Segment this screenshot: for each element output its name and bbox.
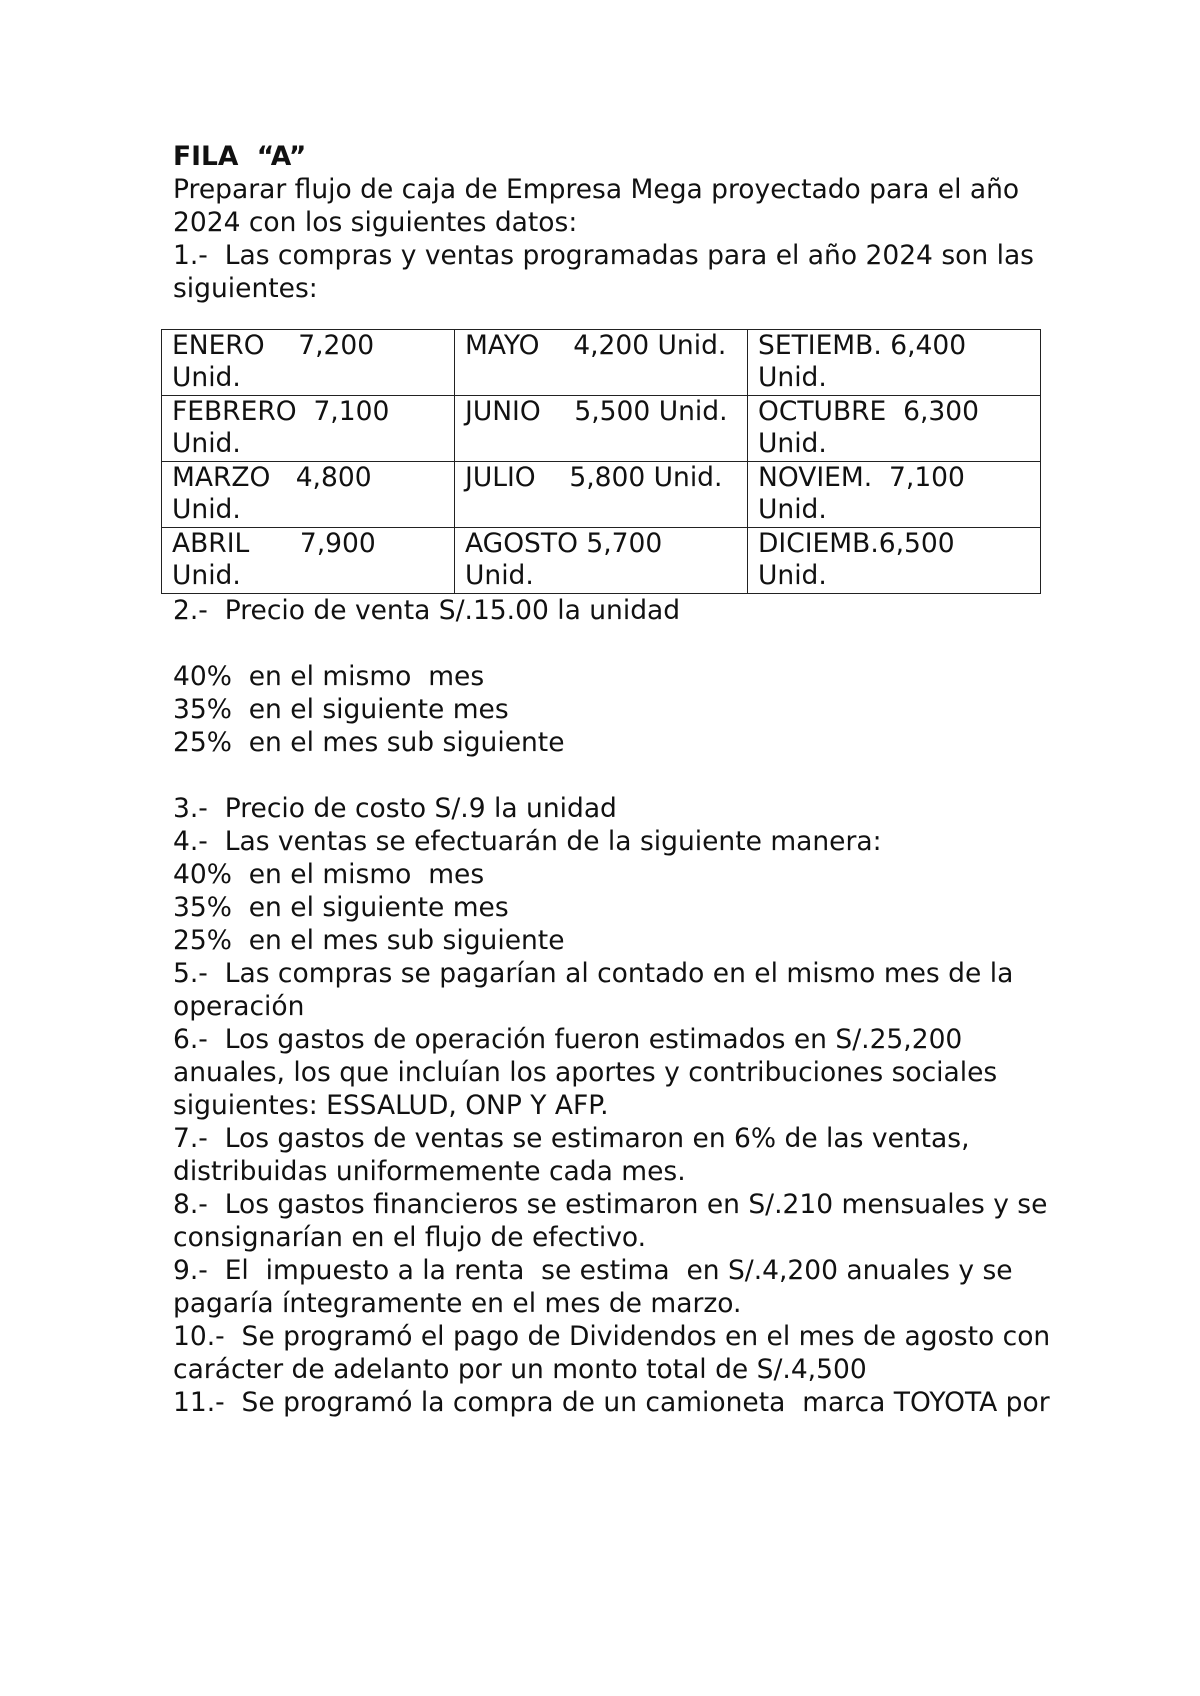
item-6-paragraph: 6.- Los gastos de operación fueron estimados en S/.25,200 anuales, los que incluían los aportes y contribuciones sociales siguientes: ESSALUD, ONP Y AFP.	[173, 1024, 1006, 1121]
item-1-paragraph: 1.- Las compras y ventas programadas para el año 2024 son las siguientes:	[173, 240, 1043, 304]
table-cell: OCTUBRE 6,300 Unid.	[748, 396, 1041, 462]
table-cell: AGOSTO 5,700 Unid.	[455, 528, 748, 594]
percent-line: 25% en el mes sub siguiente	[173, 925, 565, 956]
table-cell: JUNIO 5,500 Unid.	[455, 396, 748, 462]
blank-line	[173, 759, 1053, 792]
percent-line: 40% en el mismo mes	[173, 661, 485, 692]
item-5-paragraph: 5.- Las compras se pagarían al contado en el mismo mes de la operación	[173, 958, 1022, 1022]
monthly-units-table	[161, 329, 1041, 594]
document-page	[172, 140, 1059, 1419]
table-cell: ABRIL 7,900 Unid.	[162, 528, 455, 594]
table-cell: JULIO 5,800 Unid.	[455, 462, 748, 528]
item-10-paragraph: 10.- Se programó el pago de Dividendos en el mes de agosto con carácter de adelanto por un monto total de S/.4,500	[173, 1321, 1059, 1385]
table-cell: FEBRERO 7,100 Unid.	[162, 396, 455, 462]
document-title: FILA “A”	[173, 141, 307, 172]
item-9-paragraph: 9.- El impuesto a la renta se estima en S/.4,200 anuales y se pagaría íntegramente en el mes de marzo.	[173, 1255, 1022, 1319]
percent-line: 40% en el mismo mes	[173, 859, 485, 890]
table-cell: MAYO 4,200 Unid.	[455, 330, 748, 396]
table-row	[162, 330, 1041, 396]
item-7-paragraph: 7.- Los gastos de ventas se estimaron en 6% de las ventas, distribuidas uniformemente cada mes.	[173, 1123, 978, 1187]
table-cell: NOVIEM. 7,100 Unid.	[748, 462, 1041, 528]
table-cell: MARZO 4,800 Unid.	[162, 462, 455, 528]
item-11-paragraph: 11.- Se programó la compra de un camioneta marca TOYOTA por	[173, 1387, 1050, 1418]
table-cell: SETIEMB. 6,400 Unid.	[748, 330, 1041, 396]
percent-line: 35% en el siguiente mes	[173, 694, 509, 725]
item-8-paragraph: 8.- Los gastos financieros se estimaron en S/.210 mensuales y se consignarían en el flujo de efectivo.	[173, 1189, 1056, 1253]
table-row	[162, 462, 1041, 528]
item-3-paragraph: 3.- Precio de costo S/.9 la unidad	[173, 793, 617, 824]
table-cell: DICIEMB.6,500 Unid.	[748, 528, 1041, 594]
table-cell: ENERO 7,200 Unid.	[162, 330, 455, 396]
item-2-paragraph: 2.- Precio de venta S/.15.00 la unidad	[173, 595, 681, 626]
item-4-paragraph: 4.- Las ventas se efectuarán de la siguiente manera:	[173, 826, 882, 857]
table-row	[162, 396, 1041, 462]
table-row	[162, 528, 1041, 594]
intro-paragraph: Preparar flujo de caja de Empresa Mega proyectado para el año 2024 con los siguientes datos:	[173, 174, 1028, 238]
spacer	[173, 305, 1053, 329]
blank-line	[173, 627, 1053, 660]
percent-line: 35% en el siguiente mes	[173, 892, 509, 923]
percent-line: 25% en el mes sub siguiente	[173, 727, 565, 758]
